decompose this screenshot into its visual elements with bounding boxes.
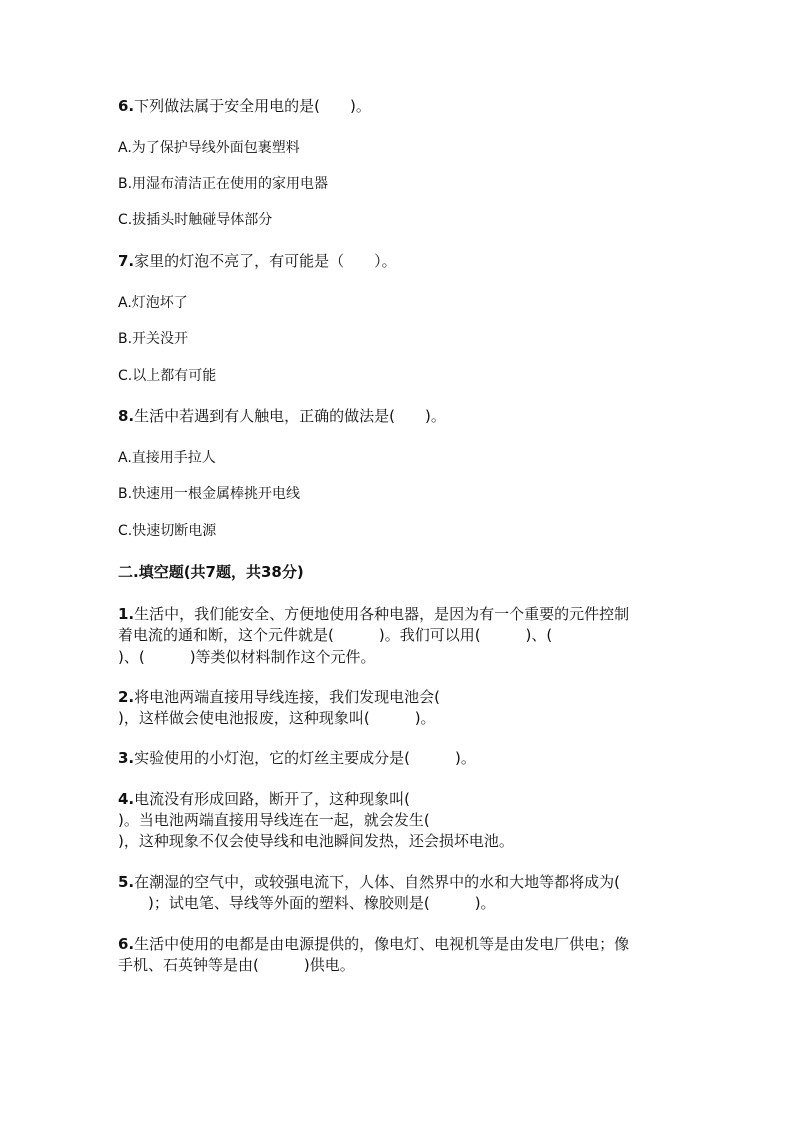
question-line: 实验使用的小灯泡，它的灯丝主要成分是( )。 bbox=[134, 749, 476, 767]
question-line: 将电池两端直接用导线连接，我们发现电池会( bbox=[134, 688, 440, 706]
question-number: 6. bbox=[118, 97, 135, 115]
fill-question-2-line-2: )，这样做会使电池报废，这种现象叫( )。 bbox=[118, 709, 436, 727]
option-c: C.快速切断电源 bbox=[118, 523, 217, 539]
fill-question-1-line-2: 着电流的通和断，这个元件就是( )。我们可以用( )、( bbox=[118, 626, 553, 644]
question-line: 在潮湿的空气中，或较强电流下，人体、自然界中的水和大地等都将成为( bbox=[134, 873, 620, 891]
fill-question-4-line-3: )，这种现象不仅会使导线和电池瞬间发热，还会损坏电池。 bbox=[118, 832, 514, 850]
question-number: 4. bbox=[118, 790, 135, 808]
fill-question-4-line-2: )。当电池两端直接用导线连在一起，就会发生( bbox=[118, 811, 430, 829]
section-heading: 二.填空题(共7题，共38分) bbox=[118, 563, 304, 581]
choice-question-8 bbox=[118, 407, 446, 425]
option-a: A.直接用手拉人 bbox=[118, 450, 216, 466]
question-number: 5. bbox=[118, 873, 135, 891]
option-b: B.用湿布清洁正在使用的家用电器 bbox=[118, 176, 329, 192]
option-b: B.快速用一根金属棒挑开电线 bbox=[118, 486, 301, 502]
question-number: 1. bbox=[118, 605, 135, 623]
question-number: 6. bbox=[118, 935, 135, 953]
fill-question-5 bbox=[118, 873, 620, 891]
option-b: B.开关没开 bbox=[118, 331, 189, 347]
fill-question-6-line-2: 手机、石英钟等是由( )供电。 bbox=[118, 956, 355, 974]
question-line: 电流没有形成回路，断开了，这种现象叫( bbox=[134, 790, 410, 808]
question-number: 3. bbox=[118, 749, 135, 767]
fill-question-4 bbox=[118, 790, 410, 808]
fill-question-3 bbox=[118, 749, 476, 767]
fill-question-2 bbox=[118, 688, 440, 706]
question-number: 7. bbox=[118, 252, 135, 270]
fill-question-1 bbox=[118, 605, 629, 623]
question-number: 2. bbox=[118, 688, 135, 706]
question-text: 生活中若遇到有人触电，正确的做法是( )。 bbox=[134, 407, 446, 425]
choice-question-6 bbox=[118, 97, 371, 115]
option-a: A.为了保护导线外面包裹塑料 bbox=[118, 140, 300, 156]
question-line: 生活中，我们能安全、方便地使用各种电器，是因为有一个重要的元件控制 bbox=[134, 605, 630, 623]
option-c: C.以上都有可能 bbox=[118, 368, 217, 384]
question-text: 家里的灯泡不亮了，有可能是（ ）。 bbox=[134, 252, 397, 270]
question-number: 8. bbox=[118, 407, 135, 425]
option-c: C.拔插头时触碰导体部分 bbox=[118, 212, 273, 228]
fill-question-6 bbox=[118, 935, 629, 953]
fill-question-5-line-2: )；试电笔、导线等外面的塑料、橡胶则是( )。 bbox=[118, 894, 496, 912]
choice-question-7 bbox=[118, 252, 397, 270]
fill-question-1-line-3: )、( )等类似材料制作这个元件。 bbox=[118, 648, 376, 666]
option-a: A.灯泡坏了 bbox=[118, 295, 188, 311]
question-text: 下列做法属于安全用电的是( )。 bbox=[134, 97, 371, 115]
question-line: 生活中使用的电都是由电源提供的，像电灯、电视机等是由发电厂供电；像 bbox=[134, 935, 630, 953]
